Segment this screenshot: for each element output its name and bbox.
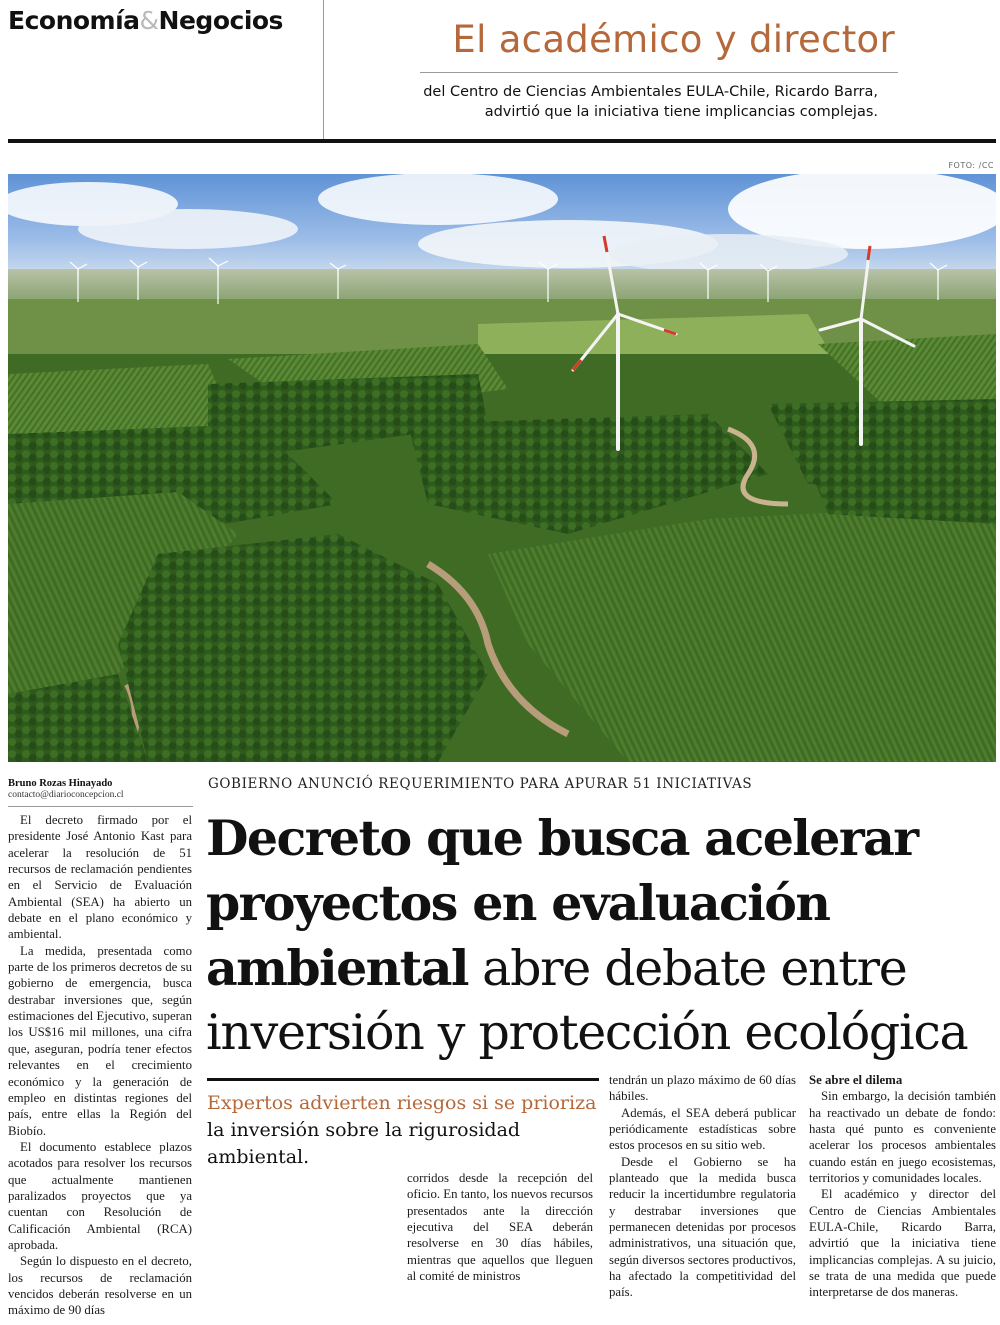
paragraph: Sin embargo, la decisión también ha reactivado un debate de fondo: hasta qué punto es conveniente acelerar los procesos ambientales cuando están en juego ecosistemas, territorios y comunidades locales. xyxy=(809,1089,996,1186)
headline-regular-part: abre debate entre inversión y protección ecológica xyxy=(206,940,968,1061)
article-deck xyxy=(207,1090,602,1171)
paragraph: La medida, presentada como parte de los primeros decretos de su gobierno de emergencia, busca destrabar inversiones que, según estimaciones del Ejecutivo, superan los US$16 mil millones, una cifra que, aseguran, podría tener efectos relevantes en el crecimiento económico y la generación de empleo en distintas regiones del país, entre ellas la Región del Biobío. xyxy=(8,943,192,1138)
paragraph: El académico y director del Centro de Ciencias Ambientales EULA-Chile, Ricardo Barra, advirtió que la iniciativa tiene implicancias complejas. A su juicio, se trata de una medida que puede interpretarse de dos maneras. xyxy=(809,1187,996,1300)
body-column-3 xyxy=(609,1072,796,1301)
article-headline xyxy=(206,806,996,1065)
teaser-title: El académico y director xyxy=(452,18,895,61)
body-column-2 xyxy=(407,1170,593,1284)
article-kicker: GOBIERNO ANUNCIÓ REQUERIMIENTO PARA APURAR 51 INICIATIVAS xyxy=(208,776,753,792)
headline-bold-part: Decreto que busca acelerar proyectos en evaluación ambiental xyxy=(206,809,918,997)
photo-credit: FOTO: /CC xyxy=(948,161,994,170)
paragraph: Además, el SEA deberá publicar periódicamente estadísticas sobre estos procesos en su sitio web. xyxy=(609,1105,796,1153)
body-column-1 xyxy=(8,812,192,1319)
wind-farm-photo xyxy=(8,174,996,762)
header-thick-rule xyxy=(8,139,996,143)
byline-rule xyxy=(8,806,193,807)
paragraph: corridos desde la recepción del oficio. En tanto, los nuevos recursos presentados ante la dirección ejecutiva del SEA deberán resolverse en 30 días hábiles, mientras que aquellos que lleguen al comité de ministros xyxy=(407,1171,593,1284)
paragraph: El decreto firmado por el presidente José Antonio Kast para acelerar la resolución de 51 recursos de reclamación pendientes en el Servicio de Evaluación Ambiental (SEA) ha abierto un debate en el plano económico y ambiental. xyxy=(8,813,192,942)
deck-rest: la inversión sobre la rigurosidad ambiental. xyxy=(207,1119,521,1168)
section-label-economia: Economía xyxy=(8,6,140,35)
section-label-negocios: Negocios xyxy=(158,6,283,35)
paragraph: El documento establece plazos acotados para resolver los recursos que actualmente mantienen paralizados proyectos que ya cuentan con Resolución de Calificación Ambiental (RCA) aprobada. xyxy=(8,1139,192,1252)
teaser-rule xyxy=(420,72,898,73)
subhead-se-abre-el-dilema: Se abre el dilema xyxy=(809,1073,903,1087)
teaser-text: del Centro de Ciencias Ambientales EULA-Chile, Ricardo Barra, advirtió que la iniciativa tiene implicancias complejas. xyxy=(423,84,878,120)
section-label-ampersand: & xyxy=(139,6,159,35)
paragraph: Según lo dispuesto en el decreto, los recursos de reclamación vencidos deberán resolverse en un máximo de 90 días xyxy=(8,1254,192,1318)
byline-email: contacto@diarioconcepcion.cl xyxy=(8,790,124,800)
deck-rule xyxy=(207,1078,599,1081)
paragraph: tendrán un plazo máximo de 60 días hábiles. xyxy=(609,1073,796,1104)
header-divider xyxy=(323,0,324,140)
byline-author: Bruno Rozas Hinayado xyxy=(8,778,113,789)
deck-accent: Expertos advierten riesgos si se prioriza xyxy=(207,1092,597,1114)
body-column-4 xyxy=(809,1072,996,1301)
section-label xyxy=(8,6,283,35)
paragraph: Desde el Gobierno se ha planteado que la medida busca reducir la incertidumbre regulatoria y destrabar inversiones que permanecen detenidas por procesos administrativos, una situación que, según diversos sectores productivos, ha afectado la competitividad del país. xyxy=(609,1154,796,1300)
